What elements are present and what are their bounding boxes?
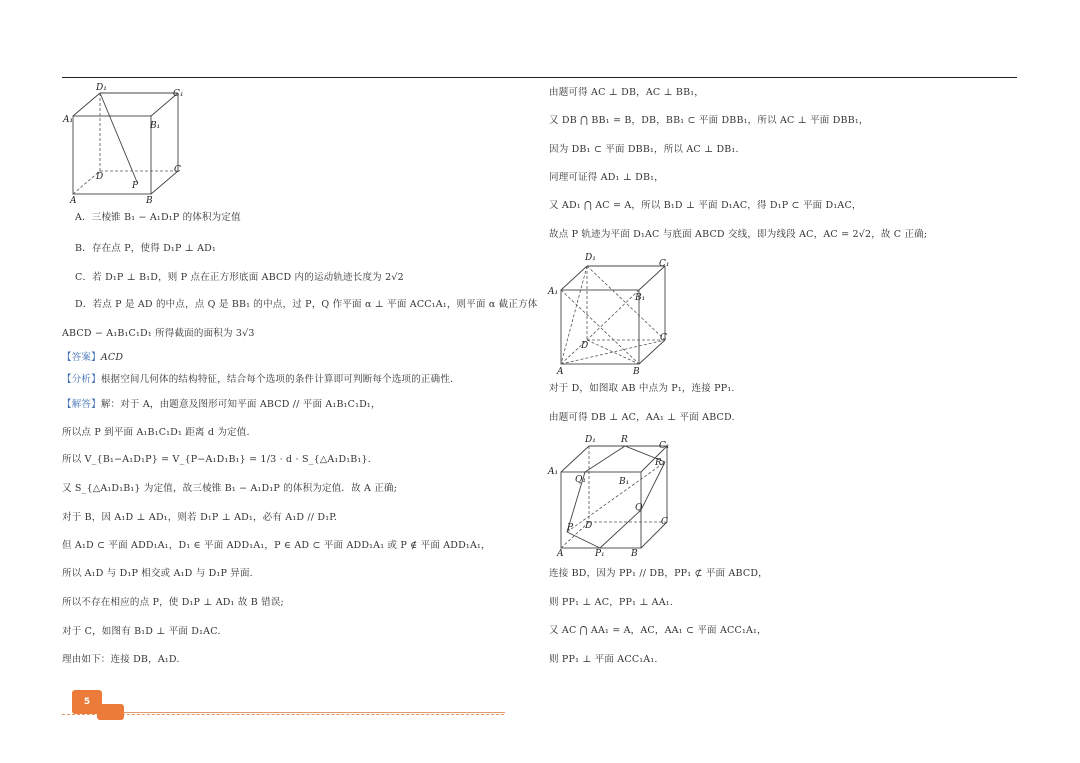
right-line-6: 故点 P 轨迹为平面 D₁AC 与底面 ABCD 交线，即为线段 AC，AC = 2√2，故 C 正确;	[549, 229, 928, 240]
label-B1: B₁	[150, 121, 161, 131]
cube-figure-2	[545, 248, 675, 376]
solution-line-3: 又 S_{△A₁D₁B₁} 为定值，故三棱锥 B₁ − A₁D₁P 的体积为定值．故 A 正确;	[62, 483, 398, 494]
label-C1: C₁	[173, 89, 184, 99]
fig2-label-C: C	[660, 333, 667, 343]
solution-line	[62, 399, 381, 411]
solution-line-5: 但 A₁D ⊂ 平面 ADD₁A₁，D₁ ∈ 平面 ADD₁A₁，P ∈ AD ⊂ 平面 ADD₁A₁ 或 P ∉ 平面 ADD₁A₁，	[62, 540, 491, 551]
option-d-line1: D．若点 P 是 AD 的中点，点 Q 是 BB₁ 的中点，过 P，Q 作平面 α ⊥ 平面 ACC₁A₁，则平面 α 截正方体	[75, 299, 538, 310]
fig3-label-Q: Q	[635, 503, 643, 513]
label-P: P	[132, 181, 139, 191]
label-D1: D₁	[96, 83, 107, 93]
fig3-label-A: A	[557, 549, 564, 559]
right-line-3: 因为 DB₁ ⊂ 平面 DBB₁，所以 AC ⊥ DB₁.	[549, 144, 739, 155]
answer-value: ACD	[100, 352, 124, 363]
right-line-5: 又 AD₁ ⋂ AC = A，所以 B₁D ⊥ 平面 D₁AC，得 D₁P ⊂ 平面 D₁AC，	[549, 200, 862, 211]
answer-line	[62, 352, 123, 364]
fig2-label-A: A	[557, 367, 564, 376]
right-line-8: 由题可得 DB ⊥ AC，AA₁ ⊥ 平面 ABCD.	[549, 412, 735, 423]
right-line-7: 对于 D，如图取 AB 中点为 P₁，连接 PP₁.	[549, 383, 735, 394]
solution-line-9: 理由如下：连接 DB，A₁D.	[62, 654, 180, 665]
fig3-label-B1: B₁	[619, 477, 630, 487]
solution-line-6: 所以 A₁D 与 D₁P 相交或 A₁D 与 D₁P 异面.	[62, 568, 253, 579]
analysis-line	[62, 374, 453, 386]
fig3-label-R: R	[621, 435, 628, 445]
page-number: 5	[72, 690, 102, 714]
fig3-label-C: C	[661, 517, 668, 527]
fig3-label-C1: C₁	[659, 441, 670, 451]
analysis-text: 根据空间几何体的结构特征，结合每个选项的条件计算即可判断每个选项的正确性.	[100, 374, 454, 385]
fig2-label-A1: A₁	[548, 287, 559, 297]
fig2-label-B: B	[633, 367, 640, 376]
fig2-label-B1: B₁	[635, 293, 646, 303]
option-d-line2: ABCD − A₁B₁C₁D₁ 所得截面的面积为 3√3	[62, 328, 255, 339]
answer-tag: 【答案】	[62, 352, 101, 363]
right-line-11: 又 AC ⋂ AA₁ = A，AC，AA₁ ⊂ 平面 ACC₁A₁，	[549, 625, 767, 636]
solution-line-8: 对于 C，如图有 B₁D ⊥ 平面 D₁AC.	[62, 626, 221, 637]
analysis-tag: 【分析】	[62, 374, 101, 385]
right-line-9: 连接 BD，因为 PP₁ // DB，PP₁ ⊄ 平面 ABCD，	[549, 568, 768, 579]
fig2-label-D1: D₁	[585, 253, 596, 263]
fig3-label-R1: R₁	[655, 458, 666, 468]
fig3-label-Q1: Q₁	[575, 475, 586, 485]
right-line-4: 同理可证得 AD₁ ⊥ DB₁，	[549, 172, 664, 183]
right-line-12: 则 PP₁ ⊥ 平面 ACC₁A₁.	[549, 654, 658, 665]
fig3-label-D1: D₁	[585, 435, 596, 445]
fig3-label-D: D	[585, 521, 593, 531]
label-D: D	[96, 172, 104, 182]
fig3-label-P1: P₁	[595, 549, 605, 559]
cube-figure-1	[60, 80, 190, 206]
fig2-label-D: D	[581, 341, 589, 351]
right-line-1: 由题可得 AC ⊥ DB，AC ⊥ BB₁，	[549, 87, 704, 98]
fig3-label-B: B	[631, 549, 638, 559]
solution-line-7: 所以不存在相应的点 P，使 D₁P ⊥ AD₁ 故 B 错误;	[62, 597, 284, 608]
right-line-2: 又 DB ⋂ BB₁ = B，DB，BB₁ ⊂ 平面 DBB₁，所以 AC ⊥ 平面 DBB₁，	[549, 115, 869, 126]
option-b: B．存在点 P，使得 D₁P ⊥ AD₁	[75, 243, 216, 254]
label-A1: A₁	[63, 115, 74, 125]
solution-line-4: 对于 B，因 A₁D ⊥ AD₁，则若 D₁P ⊥ AD₁，必有 A₁D // D₁P.	[62, 512, 338, 523]
option-c: C．若 D₁P ⊥ B₁D，则 P 点在正方形底面 ABCD 内的运动轨迹长度为 2√2	[75, 272, 404, 283]
fig3-label-A1: A₁	[548, 467, 559, 477]
solution-tag: 【解答】	[62, 399, 101, 410]
label-B: B	[146, 196, 153, 206]
fig3-label-P: P	[567, 523, 574, 533]
cube-figure-3	[545, 432, 675, 560]
footer-dashed-rule	[62, 714, 504, 715]
solution-line-1: 所以点 P 到平面 A₁B₁C₁D₁ 距离 d 为定值.	[62, 427, 250, 438]
header-rule	[62, 77, 1017, 78]
option-a: A．三棱锥 B₁ − A₁D₁P 的体积为定值	[75, 212, 241, 223]
solution-first: 解：对于 A，由题意及图形可知平面 ABCD // 平面 A₁B₁C₁D₁，	[100, 399, 381, 410]
solution-line-2: 所以 V_{B₁−A₁D₁P} = V_{P−A₁D₁B₁} = 1/3 · d · S_{△A₁D₁B₁}.	[62, 454, 371, 465]
label-A: A	[70, 196, 77, 206]
footer-solid-rule	[120, 712, 505, 713]
label-C: C	[174, 165, 181, 175]
right-line-10: 则 PP₁ ⊥ AC，PP₁ ⊥ AA₁.	[549, 597, 674, 608]
fig2-label-C1: C₁	[659, 259, 670, 269]
